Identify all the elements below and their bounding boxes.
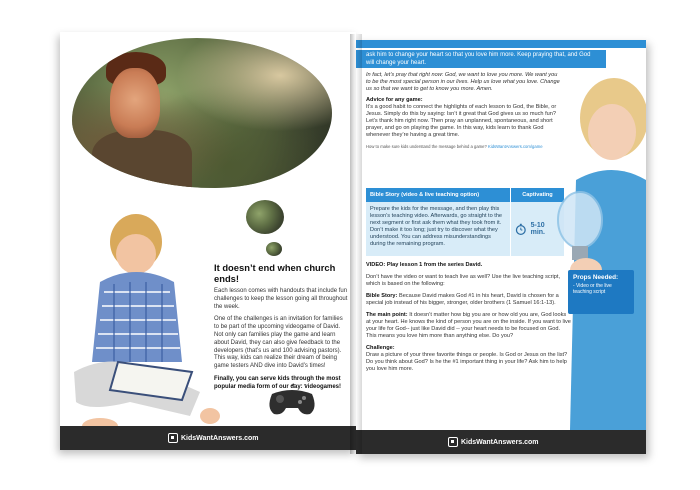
table-col2-header: Captivating (522, 192, 553, 198)
challenge-heading: Challenge: (366, 345, 395, 351)
right-page (356, 40, 646, 454)
bible-story-table-header (366, 188, 564, 202)
props-item: - Video or the live teaching script (573, 283, 612, 295)
advice-text: It’s a good habit to connect the highlights of each lesson to God, the Bible, or Jesus. Simply do this by saying: Isn’t it great that God gives us so much fun? Let’s thank him right now. Then pray an unplanned, spontaneous, and short prayer, and go on playing the game. In this way, kids learn to thank God whenever they’re having a great time. (366, 104, 557, 138)
thought-bubble-tiny (266, 242, 282, 256)
link-note-url[interactable]: KidsWantAnswers.com/game (487, 144, 543, 149)
boy-reading-image (70, 202, 220, 442)
thought-bubble-illustration (72, 38, 332, 188)
left-footer-logo (168, 432, 259, 444)
right-lower-text (366, 262, 571, 378)
props-needed-box (568, 270, 634, 314)
props-title: Props Needed: (573, 274, 619, 281)
video-heading: VIDEO: Play lesson 1 from the series David. (366, 262, 483, 268)
prayer-paragraph: In fact, let’s pray that right now: God, we want to love you more. We want you to be the most special person in our lives. Help us love what you love. Change us so that we want to get to know you more. Amen. (366, 72, 560, 92)
challenge-text: Draw a picture of your three favorite things or people. Is God or Jesus on the list? Do you think about God? Is he the #1 important thing in your life? Ask him to help you love him more. (366, 352, 568, 372)
link-note-prefix: How to make sure kids understand the message behind a game? (366, 144, 488, 149)
advice-heading: Advice for any game: (366, 97, 423, 103)
left-closing-bold: Finally, you can serve kids through the most popular media form of our day: videogames! (214, 375, 342, 390)
right-footer-logo-text: KidsWantAnswers.com (461, 438, 539, 446)
bible-story-table-body (366, 202, 564, 256)
table-duration: 5-10 min. (530, 222, 545, 236)
left-footer-bar (60, 426, 356, 450)
kwa-logo-icon (168, 433, 178, 443)
right-footer-logo (448, 436, 539, 448)
main-point-label: The main point: (366, 312, 408, 318)
left-page (60, 32, 356, 450)
right-top-bar (356, 40, 646, 48)
book-spine-shadow (350, 34, 362, 454)
david-shirt (92, 130, 192, 188)
bible-story-label: Bible Story: (366, 293, 398, 299)
left-footer-logo-text: KidsWantAnswers.com (181, 434, 259, 442)
girl-with-lightbulb-image (556, 70, 646, 430)
david-face (110, 68, 160, 138)
link-note (366, 143, 561, 150)
video-text: Don’t have the video or want to teach live as well? Use the live teaching script, which is based on the following: (366, 274, 561, 287)
left-heading: It doesn’t end when church ends! (214, 262, 336, 284)
left-paragraph-1: Each lesson comes with handouts that include fun challenges to keep the lesson going all throughout the week. (214, 288, 348, 310)
left-text-block (214, 262, 348, 397)
right-upper-text (366, 72, 561, 150)
right-footer-bar (356, 430, 646, 454)
table-col1-header: Bible Story (video & live teaching option) (366, 188, 511, 202)
left-paragraph-2: One of the challenges is an invitation for families to be part of the upcoming videogame of David. Not only can families play the game and learn about David, they can also give feedback to the developers (that’s us and 100 advising pastors). This way, kids can realize their dream of being game testers AND dive into David’s times! (214, 316, 343, 370)
thought-bubble-small (246, 200, 284, 234)
right-top-strip: ask him to change your heart so that you love him more. Keep praying that, and God will change your heart. (356, 50, 606, 68)
stopwatch-icon (515, 223, 527, 235)
main-point-text: It doesn’t matter how big you are or how old you are, God looks at your heart. He knows the kind of person you are on the inside. If you want to live your life for God-- just like David did -- your heart needs to be focused on God. This means you love him more than anything else. Do you? (366, 312, 571, 339)
game-controller-icon (266, 384, 318, 418)
bible-story-text: Because David makes God #1 in his heart, David is chosen for a special job instead of his bigger, stronger, older brothers (1 Samuel 16:1-13). (366, 293, 559, 306)
kwa-logo-icon (448, 437, 458, 447)
table-col1-text: Prepare the kids for the message, and then play this lesson’s teaching video. Afterwards, go straight to the next segment or first ask them what they took from it. Don’t make it too long; just try to discover what they understood. You can address misunderstandings during the remaining program. (366, 202, 511, 256)
